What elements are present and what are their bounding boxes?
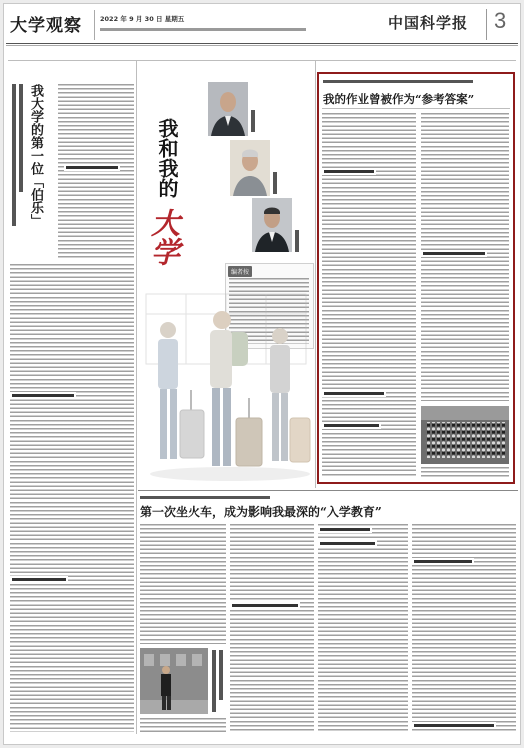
- author-byline: [12, 84, 16, 226]
- photo-caption: [212, 650, 216, 712]
- article-subheading: [66, 166, 118, 169]
- article-body: [140, 718, 226, 732]
- feature-title: 我和我的: [155, 118, 179, 198]
- article-subheading: [320, 542, 375, 545]
- portrait-photo: [230, 140, 270, 196]
- article-body: [421, 113, 509, 401]
- bottom-article-rule: [138, 490, 518, 491]
- header-divider: [486, 9, 487, 40]
- portrait-photo: [208, 82, 248, 136]
- author-note: [414, 724, 494, 727]
- portrait-photo: [252, 198, 292, 252]
- article-kicker: [140, 496, 270, 499]
- student-figure: [210, 311, 262, 466]
- student-figure: [158, 322, 204, 459]
- article-subheading: [324, 424, 379, 427]
- article-subheading: [324, 392, 384, 395]
- author-photo: [140, 648, 208, 714]
- group-photo: [421, 406, 509, 464]
- editor-info-line: [100, 28, 306, 31]
- editor-note-label: 编者按: [228, 266, 252, 277]
- portrait-name: [295, 230, 299, 252]
- article-subheading: [324, 170, 374, 173]
- student-figure: [270, 328, 310, 462]
- article-body: [318, 524, 408, 732]
- photo-caption: [219, 650, 223, 700]
- photo-caption: [421, 467, 509, 477]
- bottom-article-title: 第一次坐火车，成为影响我最深的“入学教育”: [140, 505, 382, 519]
- title-rule: [322, 108, 510, 109]
- article-subheading: [232, 604, 298, 607]
- article-kicker: [323, 80, 473, 83]
- masthead-logo: 中国科学报: [388, 14, 469, 32]
- page-number: 3: [494, 8, 507, 33]
- header-rule: [6, 43, 518, 46]
- article-body: [10, 264, 134, 732]
- column-rule: [136, 60, 137, 734]
- article-subheading: [320, 528, 370, 531]
- issue-date: 2022 年 9 月 30 日 星期五: [100, 15, 185, 23]
- author-byline: [19, 84, 23, 192]
- left-article-title: 我大学的第一位「伯乐」: [28, 84, 43, 227]
- article-body: [230, 524, 314, 732]
- column-rule: [315, 60, 316, 488]
- section-title: 大学观察: [10, 16, 82, 36]
- portrait-name: [251, 110, 255, 132]
- article-body: [322, 113, 416, 477]
- students-illustration: [140, 290, 312, 486]
- article-body: [140, 524, 226, 644]
- portrait-name: [273, 172, 277, 194]
- ground-shadow: [150, 467, 310, 481]
- article-subheading: [423, 252, 485, 255]
- header-divider: [94, 10, 95, 40]
- article-subheading: [12, 578, 66, 581]
- article-body: [58, 84, 134, 260]
- right-article-title: 我的作业曾被作为“参考答案”: [323, 92, 475, 106]
- top-rule: [8, 60, 516, 61]
- article-subheading: [12, 394, 74, 397]
- article-subheading: [414, 560, 472, 563]
- article-body: [412, 524, 516, 732]
- feature-title-highlight: 大学: [147, 208, 181, 266]
